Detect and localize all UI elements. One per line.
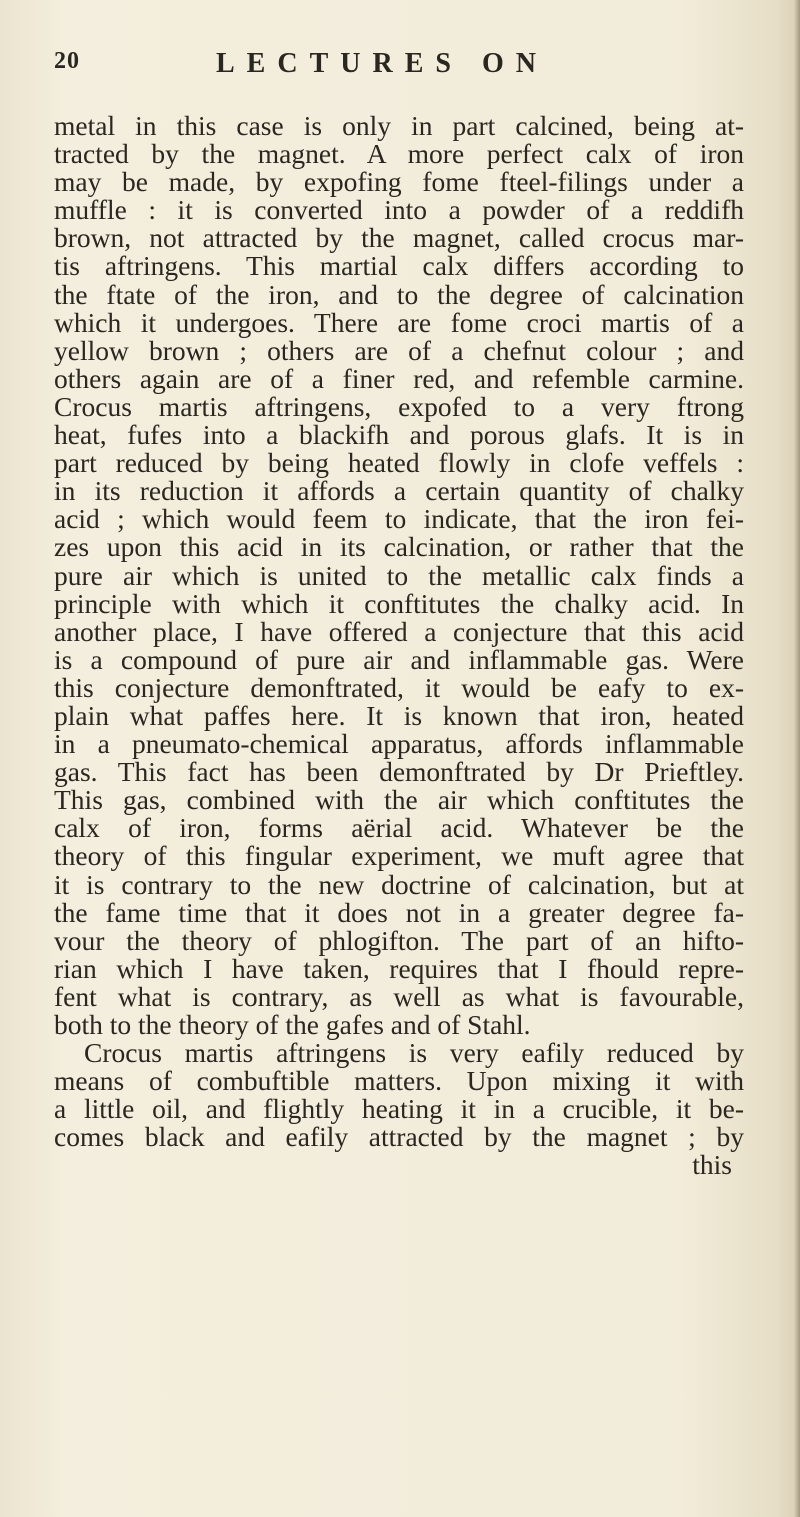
text-line: it is contrary to the new doctrine of calcination, but at (54, 868, 744, 900)
text-line: calx of iron, forms aërial acid. Whatever be the (54, 812, 744, 844)
body-text (54, 112, 744, 1179)
text-line: the ftate of the iron, and to the degree of calcination (54, 278, 744, 310)
text-line: Crocus martis aftringens, expofed to a very ftrong (54, 390, 744, 422)
text-line: rian which I have taken, requires that I fhould repre- (54, 952, 744, 984)
text-line: This gas, combined with the air which conftitutes the (54, 784, 744, 816)
text-line: a little oil, and flightly heating it in a crucible, it be- (54, 1093, 744, 1125)
text-line: fent what is contrary, as well as what is favourable, (54, 980, 744, 1012)
text-line: muffle : it is converted into a powder of a reddifh (54, 194, 744, 226)
text-line: another place, I have offered a conjecture that this acid (54, 615, 744, 647)
text-line: Crocus martis aftringens is very eafily reduced by (84, 1037, 744, 1069)
text-line: vour the theory of phlogifton. The part of an hifto- (54, 924, 744, 956)
text-line: both to the theory of the gafes and of Stahl. (54, 1009, 531, 1040)
text-line: in a pneumato-chemical apparatus, affords inflammable (54, 728, 744, 760)
text-line: gas. This fact has been demonftrated by Dr Prieftley. (54, 756, 744, 788)
page-edge-shadow (794, 0, 800, 1517)
text-line: in its reduction it affords a certain quantity of chalky (54, 475, 744, 507)
page-number: 20 (54, 48, 80, 74)
running-head: LECTURES ON (216, 48, 548, 79)
text-line: is a compound of pure air and inflammable gas. Were (54, 643, 744, 675)
text-line: which it undergoes. There are fome croci martis of a (54, 306, 744, 338)
text-line: acid ; which would feem to indicate, that the iron fei- (54, 503, 744, 535)
text-line: others again are of a finer red, and refemble carmine. (54, 362, 744, 394)
text-line: may be made, by expofing fome fteel-filings under a (54, 166, 744, 198)
text-line: part reduced by being heated flowly in clofe veffels : (54, 447, 744, 479)
text-line: pure air which is united to the metallic calx finds a (54, 559, 744, 591)
text-line: comes black and eafily attracted by the magnet ; by (54, 1121, 744, 1153)
text-line: plain what paffes here. It is known that iron, heated (54, 699, 744, 731)
text-line: zes upon this acid in its calcination, or rather that the (54, 531, 744, 563)
text-line: principle with which it conftitutes the chalky acid. In (54, 587, 744, 619)
text-line: metal in this case is only in part calcined, being at- (54, 110, 744, 141)
text-line: brown, not attracted by the magnet, called crocus mar- (54, 222, 744, 254)
text-line: this conjecture demonftrated, it would be eafy to ex- (54, 671, 744, 703)
page-header (54, 48, 734, 88)
catchword: this (692, 1149, 732, 1181)
text-line: theory of this fingular experiment, we muft agree that (54, 840, 744, 872)
text-line: yellow brown ; others are of a chefnut colour ; and (54, 334, 744, 366)
text-line: tracted by the magnet. A more perfect calx of iron (54, 138, 744, 170)
text-line: heat, fufes into a blackifh and porous glafs. It is in (54, 419, 744, 451)
text-line: the fame time that it does not in a greater degree fa- (54, 896, 744, 928)
text-line: means of combuftible matters. Upon mixing it with (54, 1065, 744, 1097)
text-line: tis aftringens. This martial calx differs according to (54, 250, 744, 282)
